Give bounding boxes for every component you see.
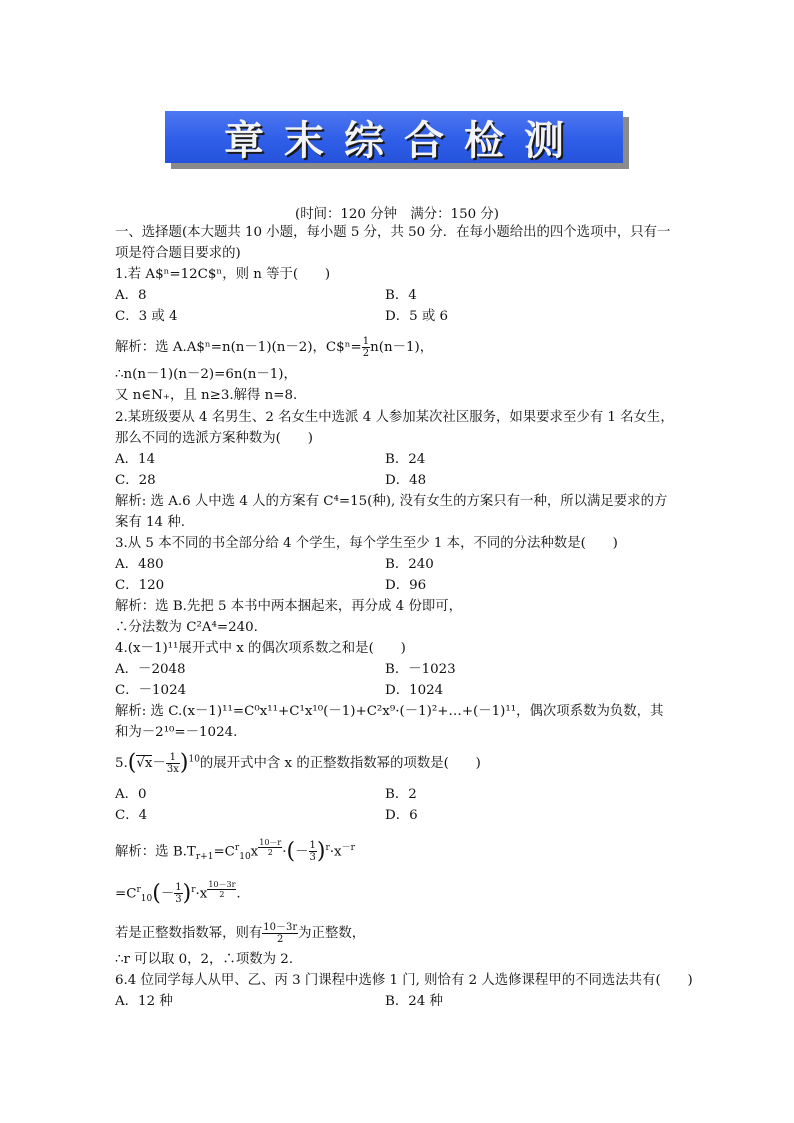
q2-solution-line2: 案有 14 种. <box>115 515 185 530</box>
fraction-denominator: 2 <box>277 934 284 945</box>
q3-option-c: C．120 <box>115 578 165 593</box>
q2-stem-line2: 那么不同的选派方案种数为( ) <box>115 431 313 446</box>
q4-stem: 4.(x－1)¹¹展开式中 x 的偶次项系数之和是( ) <box>115 641 406 656</box>
fraction-one-third: $\frac{1}{3}$ <box>175 882 182 906</box>
q5-sol-prefix: 解析：选 B.T <box>115 844 196 860</box>
fraction-numerator: 1 <box>362 336 370 347</box>
q4-option-b: B．－1023 <box>385 662 456 677</box>
q5-option-b: B．2 <box>385 787 417 802</box>
q5-solution-line1: 解析：选 $B.T_{r+1}=C^r_{10}x$ $^{\frac{10-r}{2}}$ ·(－ $\frac{1}{3}$ )$^r\cdot x^{-r}$ <box>115 838 355 864</box>
q1-option-b: B．4 <box>385 288 417 303</box>
q3-solution-line1: 解析：选 B.先把 5 本书中两本捆起来，再分成 4 份即可， <box>115 599 463 614</box>
q5-solution-line4: ∴r 可以取 0，2，∴项数为 2. <box>115 952 294 967</box>
left-paren: ( <box>286 838 296 864</box>
left-paren: ( <box>127 750 137 776</box>
q3-option-b: B．240 <box>385 557 434 572</box>
q5-option-c: C．4 <box>115 808 148 823</box>
q2-option-a: A．14 <box>115 452 156 467</box>
q3-option-a: A．480 <box>115 557 164 572</box>
subscript-r1: r+1 <box>195 852 214 863</box>
fraction-half <box>362 336 370 359</box>
q5-option-a: A．0 <box>115 787 147 802</box>
q4-option-d: D．1024 <box>385 683 444 698</box>
fraction-numerator: 10－3r <box>263 922 298 933</box>
q4-solution-line1: 解析: 选 C.(x－1)¹¹=C⁰x¹¹+C¹x¹⁰(－1)+C²x⁹·(－1)²+…+(－1)¹¹，偶次项系数为负数，其 <box>115 704 664 719</box>
q6-option-a: A．12 种 <box>115 994 173 1009</box>
sqrt-x: √x <box>136 756 153 771</box>
exponent-fraction <box>207 880 236 899</box>
q4-option-c: C．－1024 <box>115 683 187 698</box>
q5-sol-eq: =C <box>115 886 137 902</box>
q5-sol-cond: 若是正整数指数幂，则有 <box>115 926 263 941</box>
section-heading-line2: 项是符合题目要求的) <box>115 246 241 261</box>
q3-solution-line2: ∴分法数为 C²A⁴=240. <box>115 620 258 635</box>
binomial-index: r <box>234 843 240 853</box>
fraction-denominator: 2 <box>267 848 273 857</box>
fraction-one-over-3x <box>166 752 180 775</box>
q2-option-b: B．24 <box>385 452 426 467</box>
q2-option-c: C．28 <box>115 473 156 488</box>
q2-stem-line1: 2.某班级要从 4 名男生、2 名女生中选派 4 人参加某次社区服务，如果要求至少有 1 名女生， <box>115 410 674 425</box>
fraction-one-third: $\frac{1}{3}$ <box>309 840 316 864</box>
q5-stem: 5.(√x－ $\frac{1}{3x}$ )$^{10}$的展开式中含 x 的正整数指数幂的项数是( ) <box>115 750 481 776</box>
q1-option-d: D．5 或 6 <box>385 309 449 324</box>
fraction-denominator: 3x <box>166 764 179 775</box>
q3-option-d: D．96 <box>385 578 427 593</box>
banner-box <box>165 111 623 163</box>
banner-title: 章末综合检测 <box>224 117 584 164</box>
q5-number: 5. <box>115 756 128 771</box>
q6-option-b: B．24 种 <box>385 994 443 1009</box>
q1-stem: 1.若 A$ⁿ=12C$ⁿ，则 n 等于( ) <box>115 267 331 282</box>
left-paren: ( <box>152 880 161 906</box>
q2-solution-line1: 解析: 选 A.6 人中选 4 人的方案有 C⁴=15(种), 没有女生的方案只有一种，所以满足要求的方 <box>115 494 668 509</box>
q5-option-d: D．6 <box>385 808 418 823</box>
q5-solution-line3 <box>115 922 365 945</box>
right-paren: ) <box>316 838 326 864</box>
exponent-10: 10 <box>188 754 200 765</box>
q1-sol-text2: n(n－1)， <box>370 340 434 355</box>
fraction-numerator: 1 <box>166 752 180 764</box>
binomial-n: 10 <box>239 852 251 863</box>
chapter-banner <box>165 111 629 169</box>
fraction-denominator: 2 <box>219 890 225 899</box>
q1-sol-text: 解析：选 A.A$ⁿ=n(n－1)(n－2)，C$ⁿ= <box>115 340 362 355</box>
right-paren: ) <box>182 880 192 906</box>
right-paren: ) <box>179 750 189 776</box>
q1-option-a: A．8 <box>115 288 147 303</box>
fraction-numerator: 10－r <box>259 838 282 847</box>
exponent-fraction <box>258 838 282 857</box>
q4-option-a: A．－2048 <box>115 662 186 677</box>
q5-stem-text: 的展开式中含 x 的正整数指数幂的项数是( ) <box>199 756 481 771</box>
q1-option-c: C．3 或 4 <box>115 309 178 324</box>
q5-solution-line2: $=C^r_{10}(-$ $\frac{1}{3}$ )$^r$·x $^{\frac{10-3r}{2}}$ . <box>115 880 241 906</box>
exam-time-score: (时间：120 分钟 满分：150 分) <box>295 207 499 222</box>
q6-stem: 6.4 位同学每人从甲、乙、丙 3 门课程中选修 1 门, 则恰有 2 人选修课程甲的不同选法共有( ) <box>115 973 693 988</box>
q2-option-d: D．48 <box>385 473 427 488</box>
q1-solution-line2: ∴n(n－1)(n－2)=6n(n－1)， <box>115 367 297 382</box>
fraction-condition <box>262 922 298 945</box>
q4-solution-line2: 和为－2¹⁰=－1024. <box>115 725 238 740</box>
q3-stem: 3.从 5 本不同的书全部分给 4 个学生，每个学生至少 1 本，不同的分法种数是( ) <box>115 536 618 551</box>
q5-sol-cond-end: 为正整数， <box>298 926 366 941</box>
q1-solution-line1 <box>115 336 433 359</box>
fraction-denominator: 2 <box>362 348 370 359</box>
fraction-numerator: 10－3r <box>208 880 236 889</box>
section-heading-line1: 一、选择题(本大题共 10 小题，每小题 5 分，共 50 分．在每小题给出的四个选项中，只有一 <box>115 225 671 240</box>
q1-solution-line3: 又 n∈N₊，且 n≥3.解得 n=8. <box>115 388 298 403</box>
